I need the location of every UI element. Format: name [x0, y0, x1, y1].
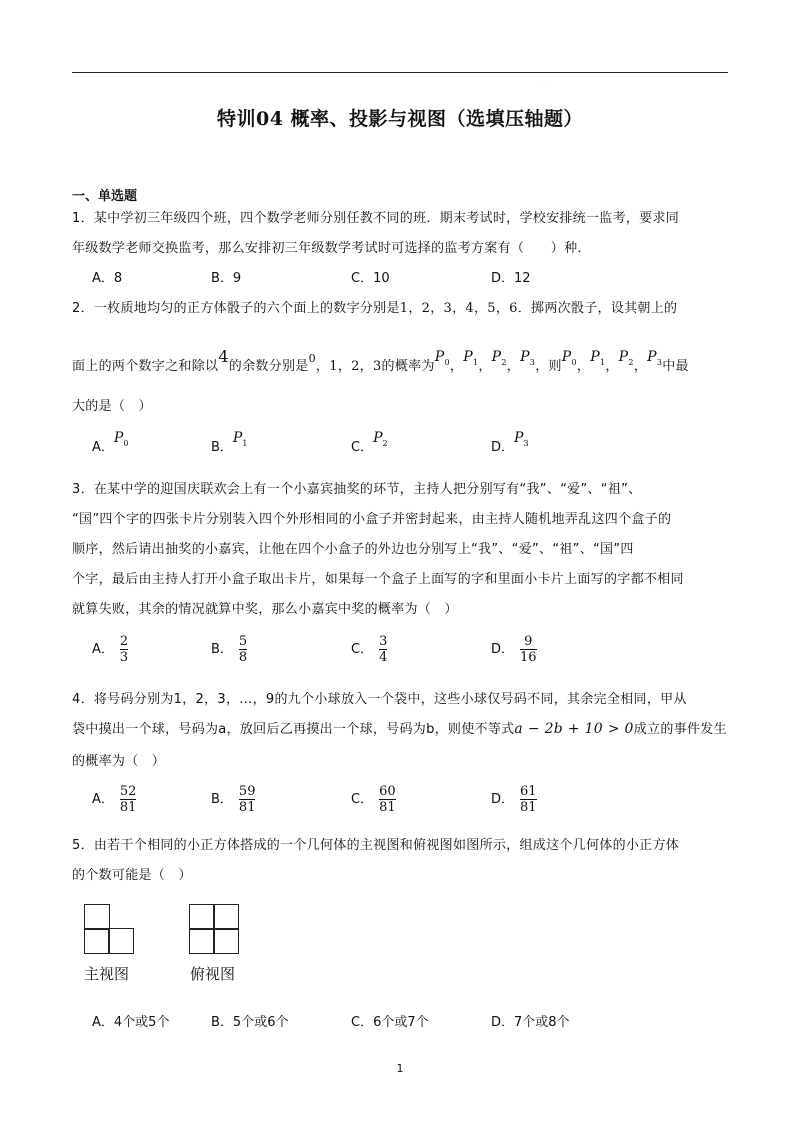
front-view-cell — [108, 928, 134, 954]
q4-line1: 4．将号码分别为1，2，3，…，9的九个小球放入一个袋中，这些小球仅号码不同，其余完全相同，甲从 — [72, 692, 687, 707]
q4-line3: 的概率为（ ） — [72, 754, 166, 769]
q4-option-d: D． $\frac{61}{81}$ — [491, 784, 537, 815]
q3-option-c: C． $\frac{3}{4}$ — [351, 634, 388, 665]
q3-option-a: A． $\frac{2}{3}$ — [92, 634, 129, 665]
q5-option-c: C．6个或7个 — [351, 1015, 429, 1030]
q2-option-c: C．$P_2$ — [351, 430, 388, 455]
q2-line1: 2．一枚质地均匀的正方体骰子的六个面上的数字分别是1，2，3，4，5，6．掷两次骰子，设其朝上的 — [72, 301, 678, 316]
q3-line4: 个字，最后由主持人打开小盒子取出卡片，如果每一个盒子上面写的字和里面小卡片上面写的字都不相同 — [72, 572, 684, 587]
header-rule — [72, 72, 728, 73]
q1-line2: 年级数学老师交换监考，那么安排初三年级数学考试时可选择的监考方案有（ ）种． — [72, 241, 591, 256]
q3-option-d: D． $\frac{9}{16}$ — [491, 634, 537, 665]
top-view-cell — [189, 928, 215, 954]
q5-option-b: B．5个或6个 — [211, 1015, 289, 1030]
q2-option-d: D．$P_3$ — [491, 430, 529, 455]
q4-option-a: A． $\frac{52}{81}$ — [92, 784, 137, 815]
q5-option-a: A．4个或5个 — [92, 1015, 170, 1030]
front-view-cell — [84, 904, 110, 930]
q1-option-d: D．12 — [491, 271, 531, 286]
section-heading: 一、单选题 — [72, 189, 138, 204]
front-view-label: 主视图 — [84, 965, 130, 983]
q1-option-b: B．9 — [211, 271, 242, 286]
q3-line2: “国”四个字的四张卡片分别装入四个外形相同的小盒子并密封起来，由主持人随机地弄乱这四个盒子的 — [72, 512, 672, 527]
q3-line5: 就算失败，其余的情况就算中奖，那么小嘉宾中奖的概率为（ ） — [72, 602, 458, 617]
page-title: 特训04 概率、投影与视图（选填压轴题） — [216, 108, 584, 130]
q3-line1: 3．在某中学的迎国庆联欢会上有一个小嘉宾抽奖的环节，主持人把分别写有“我”、“爱”、“祖”、 — [72, 482, 642, 497]
top-view-cell — [189, 904, 215, 930]
top-view-label: 俯视图 — [190, 965, 236, 983]
top-view-cell — [213, 904, 239, 930]
header-dot: . — [543, 80, 545, 87]
q2-line2: 面上的两个数字之和除以4的余数分别是$^0$，1，2，3的概率为$P_0$，$P_1$，$P_2$，$P_3$，则$P_0$，$P_1$，$P_2$，$P_3$中最 — [72, 347, 689, 374]
q3-line3: 顺序，然后请出抽奖的小嘉宾，让他在四个小盒子的外边也分别写上“我”、“爱”、“祖”、“国”四 — [72, 542, 634, 557]
q4-line2: 袋中摸出一个球，号码为a，放回后乙再摸出一个球，号码为b，则使不等式a − 2b + 10 > 0成立的事件发生 — [72, 721, 727, 737]
q1-option-c: C．10 — [351, 271, 390, 286]
q5-option-d: D．7个或8个 — [491, 1015, 570, 1030]
top-view-cell — [213, 928, 239, 954]
q1-line1: 1．某中学初三年级四个班，四个数学老师分别任教不同的班．期末考试时，学校安排统一监考，要求同 — [72, 211, 680, 226]
q2-option-a: A．$P_0$ — [92, 430, 129, 455]
q1-option-a: A．8 — [92, 271, 123, 286]
q4-option-b: B． $\frac{59}{81}$ — [211, 784, 256, 815]
page-number: 1 — [396, 1062, 404, 1075]
q3-option-b: B． $\frac{5}{8}$ — [211, 634, 248, 665]
q2-option-b: B．$P_1$ — [211, 430, 248, 455]
q5-line2: 的个数可能是（ ） — [72, 868, 192, 883]
q2-line3: 大的是（ ） — [72, 399, 152, 414]
q4-option-c: C． $\frac{60}{81}$ — [351, 784, 396, 815]
q5-line1: 5．由若干个相同的小正方体搭成的一个几何体的主视图和俯视图如图所示，组成这个几何体的小正方体 — [72, 838, 680, 853]
front-view-cell — [84, 928, 110, 954]
